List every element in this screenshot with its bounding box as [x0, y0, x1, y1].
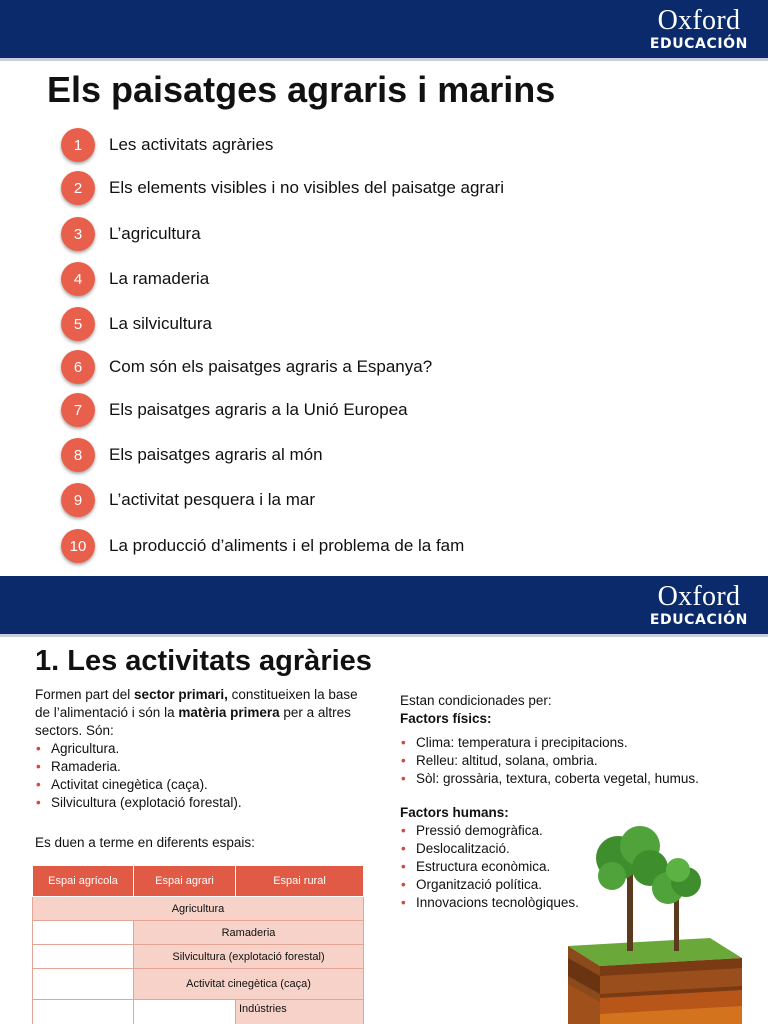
- header-divider: [0, 634, 768, 637]
- number-badge: 6: [61, 350, 95, 384]
- intro-text: per a altres sectors. Són:: [35, 705, 351, 738]
- table-cell: Agricultura: [33, 897, 364, 921]
- table-cell: Ramaderia: [134, 921, 364, 945]
- table-row: [33, 897, 364, 921]
- table-cell-empty: [33, 1000, 134, 1024]
- toc-label: La producció d’aliments i el problema de la fam: [109, 536, 465, 555]
- table-row: [33, 945, 364, 969]
- toc-item-7[interactable]: [61, 393, 408, 427]
- number-badge: 4: [61, 262, 95, 296]
- list-item: • Silvicultura (explotació forestal).: [35, 794, 365, 812]
- list-item: • Deslocalització.: [400, 840, 740, 858]
- toc-label: Els paisatges agraris a la Unió Europea: [109, 400, 408, 419]
- toc-item-6[interactable]: [61, 350, 432, 384]
- toc-label: Com són els paisatges agraris a Espanya?: [109, 357, 433, 376]
- intro-bold-sector: sector primari,: [134, 687, 228, 702]
- toc-item-5[interactable]: [61, 307, 212, 341]
- conditions-intro: Estan condicionades per:: [400, 693, 552, 708]
- number-badge: 2: [61, 171, 95, 205]
- number-badge: 1: [61, 128, 95, 162]
- toc-label: Els elements visibles i no visibles del paisatge agrari: [109, 178, 504, 197]
- human-factors-title: Factors humans:: [400, 805, 509, 820]
- slide-activities: [0, 576, 768, 1024]
- intro-paragraph: [35, 686, 365, 740]
- table-cell: Indústries: [236, 1000, 364, 1024]
- header-divider: [0, 58, 768, 61]
- toc-item-4[interactable]: [61, 262, 209, 296]
- table-cell-empty: [33, 969, 134, 1000]
- list-item: • Relleu: altitud, solana, ombria.: [400, 752, 740, 770]
- table-header: Espai rural: [236, 866, 364, 897]
- oxford-logo: [650, 6, 748, 52]
- soil-trees-illustration: [560, 826, 750, 1024]
- physical-factors-title: Factors físics:: [400, 711, 492, 726]
- intro-bold-materia: matèria primera: [178, 705, 280, 720]
- table-cell-empty: [33, 945, 134, 969]
- number-badge: 9: [61, 483, 95, 517]
- toc-label: La silvicultura: [109, 314, 212, 333]
- number-badge: 5: [61, 307, 95, 341]
- toc-label: La ramaderia: [109, 269, 210, 288]
- section-title: 1. Les activitats agràries: [35, 645, 372, 677]
- logo-line1: Oxford: [657, 581, 741, 612]
- toc-label: L’activitat pesquera i la mar: [109, 490, 315, 509]
- toc-item-2[interactable]: [61, 171, 504, 205]
- list-item: • Pressió demogràfica.: [400, 822, 740, 840]
- list-item: • Ramaderia.: [35, 758, 365, 776]
- number-badge: 3: [61, 217, 95, 251]
- number-badge: 7: [61, 393, 95, 427]
- table-cell-empty: [33, 921, 134, 945]
- table-header: Espai agrari: [134, 866, 236, 897]
- toc-item-9[interactable]: [61, 483, 315, 517]
- intro-block: [35, 686, 365, 812]
- list-item: • Agricultura.: [35, 740, 365, 758]
- table-row: [33, 1000, 364, 1024]
- toc-item-8[interactable]: [61, 438, 323, 472]
- physical-factors-list: [400, 734, 740, 788]
- logo-line2: EDUCACIÓN: [649, 36, 748, 52]
- toc-label: Els paisatges agraris al món: [109, 445, 323, 464]
- toc-item-3[interactable]: [61, 217, 201, 251]
- list-item: • Sòl: grossària, textura, coberta vegetal, humus.: [400, 770, 740, 788]
- number-badge: 8: [61, 438, 95, 472]
- list-item: • Organització política.: [400, 876, 740, 894]
- spaces-table: [32, 865, 364, 1024]
- list-item: • Clima: temperatura i precipitacions.: [400, 734, 740, 752]
- table-cell: Activitat cinegètica (caça): [134, 969, 364, 1000]
- logo-line2: EDUCACIÓN: [649, 612, 748, 628]
- list-item: • Activitat cinegètica (caça).: [35, 776, 365, 794]
- table-cell: Silvicultura (explotació forestal): [134, 945, 364, 969]
- intro-text: Formen part del: [35, 687, 135, 702]
- list-item: • Estructura econòmica.: [400, 858, 740, 876]
- logo-line1: Oxford: [657, 5, 741, 36]
- intro-text: constitueixen la base de l’alimentació i són la: [35, 687, 358, 720]
- page-title: Els paisatges agraris i marins: [47, 69, 556, 110]
- toc-item-10[interactable]: [61, 529, 464, 563]
- spaces-note: Es duen a terme en diferents espais:: [35, 835, 255, 850]
- table-cell-empty: [134, 1000, 236, 1024]
- table-row: [33, 969, 364, 1000]
- toc-label: L’agricultura: [109, 224, 201, 243]
- oxford-logo: [650, 582, 748, 628]
- toc-item-1[interactable]: [61, 128, 273, 162]
- table-header: Espai agrícola: [33, 866, 134, 897]
- list-item: • Innovacions tecnològiques.: [400, 894, 740, 912]
- toc-label: Les activitats agràries: [109, 135, 274, 154]
- number-badge: 10: [61, 529, 95, 563]
- table-header-row: [33, 866, 364, 897]
- table-row: [33, 921, 364, 945]
- activities-list: [35, 740, 365, 812]
